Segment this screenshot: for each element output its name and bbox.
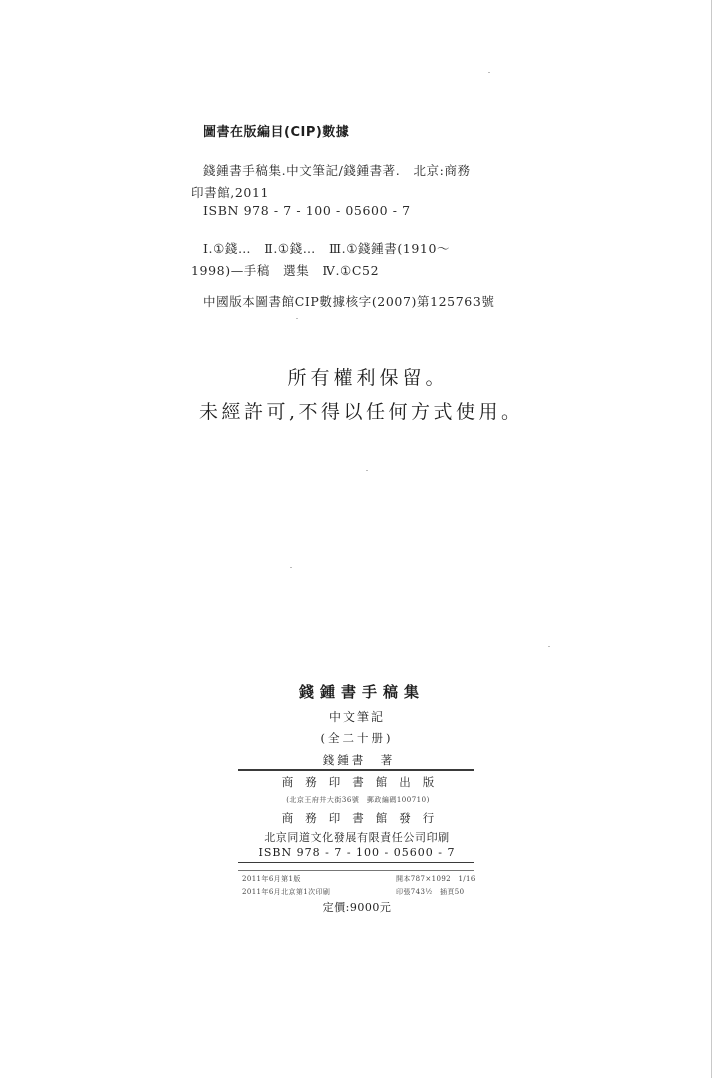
page-edge-line [711, 0, 712, 1078]
price: 定價:9000元 [322, 901, 392, 914]
cip-heading: 圖書在版編目(CIP)數據 [203, 125, 350, 140]
colophon-top-rule [238, 769, 474, 771]
book-title: 錢鍾書手稿集 [298, 683, 425, 701]
book-author: 錢鍾書 著 [322, 753, 396, 767]
rights-notice-line2: 未經許可,不得以任何方式使用。 [199, 401, 524, 423]
sheets-info: 印張743½ 插頁50 [396, 888, 465, 896]
book-subtitle: 中文筆記 [328, 710, 385, 724]
cip-classification: Ⅰ.①錢… Ⅱ.①錢… Ⅲ.①錢鍾書(1910～ [203, 241, 451, 256]
printer: 北京同道文化發展有限責任公司印刷 [264, 831, 450, 844]
book-volumes: (全二十册) [320, 731, 394, 745]
format-info: 開本787×1092 1/16 [396, 875, 476, 883]
colophon-rule-thin [238, 870, 474, 871]
publisher: 商務印書館出版 [281, 775, 447, 789]
colophon-isbn: ISBN 978 - 7 - 100 - 05600 - 7 [258, 846, 456, 859]
cip-data-number: 中國版本圖書館CIP數據核字(2007)第125763號 [203, 294, 495, 309]
scan-speck [290, 567, 292, 568]
cip-isbn: ISBN 978 - 7 - 100 - 05600 - 7 [203, 203, 411, 218]
cip-classification-continued: 1998)—手稿 選集 Ⅳ.①C52 [191, 263, 380, 278]
edition-info: 2011年6月第1版 [242, 875, 301, 883]
publisher-address: (北京王府井大街36號 郵政編碼100710) [286, 796, 430, 804]
impression-info: 2011年6月北京第1次印刷 [242, 888, 331, 896]
rights-notice-line1: 所有權利保留。 [287, 367, 449, 389]
scan-speck [366, 470, 368, 471]
scan-speck [488, 72, 490, 73]
scan-speck [296, 318, 298, 319]
colophon-rule [238, 862, 474, 863]
cip-bibliographic-line-continued: 印書館,2011 [191, 185, 270, 200]
scan-speck [548, 646, 550, 647]
cip-bibliographic-line: 錢鍾書手稿集.中文筆記/錢鍾書著. 北京:商務 [203, 163, 471, 178]
distributor: 商務印書館發行 [281, 811, 447, 825]
